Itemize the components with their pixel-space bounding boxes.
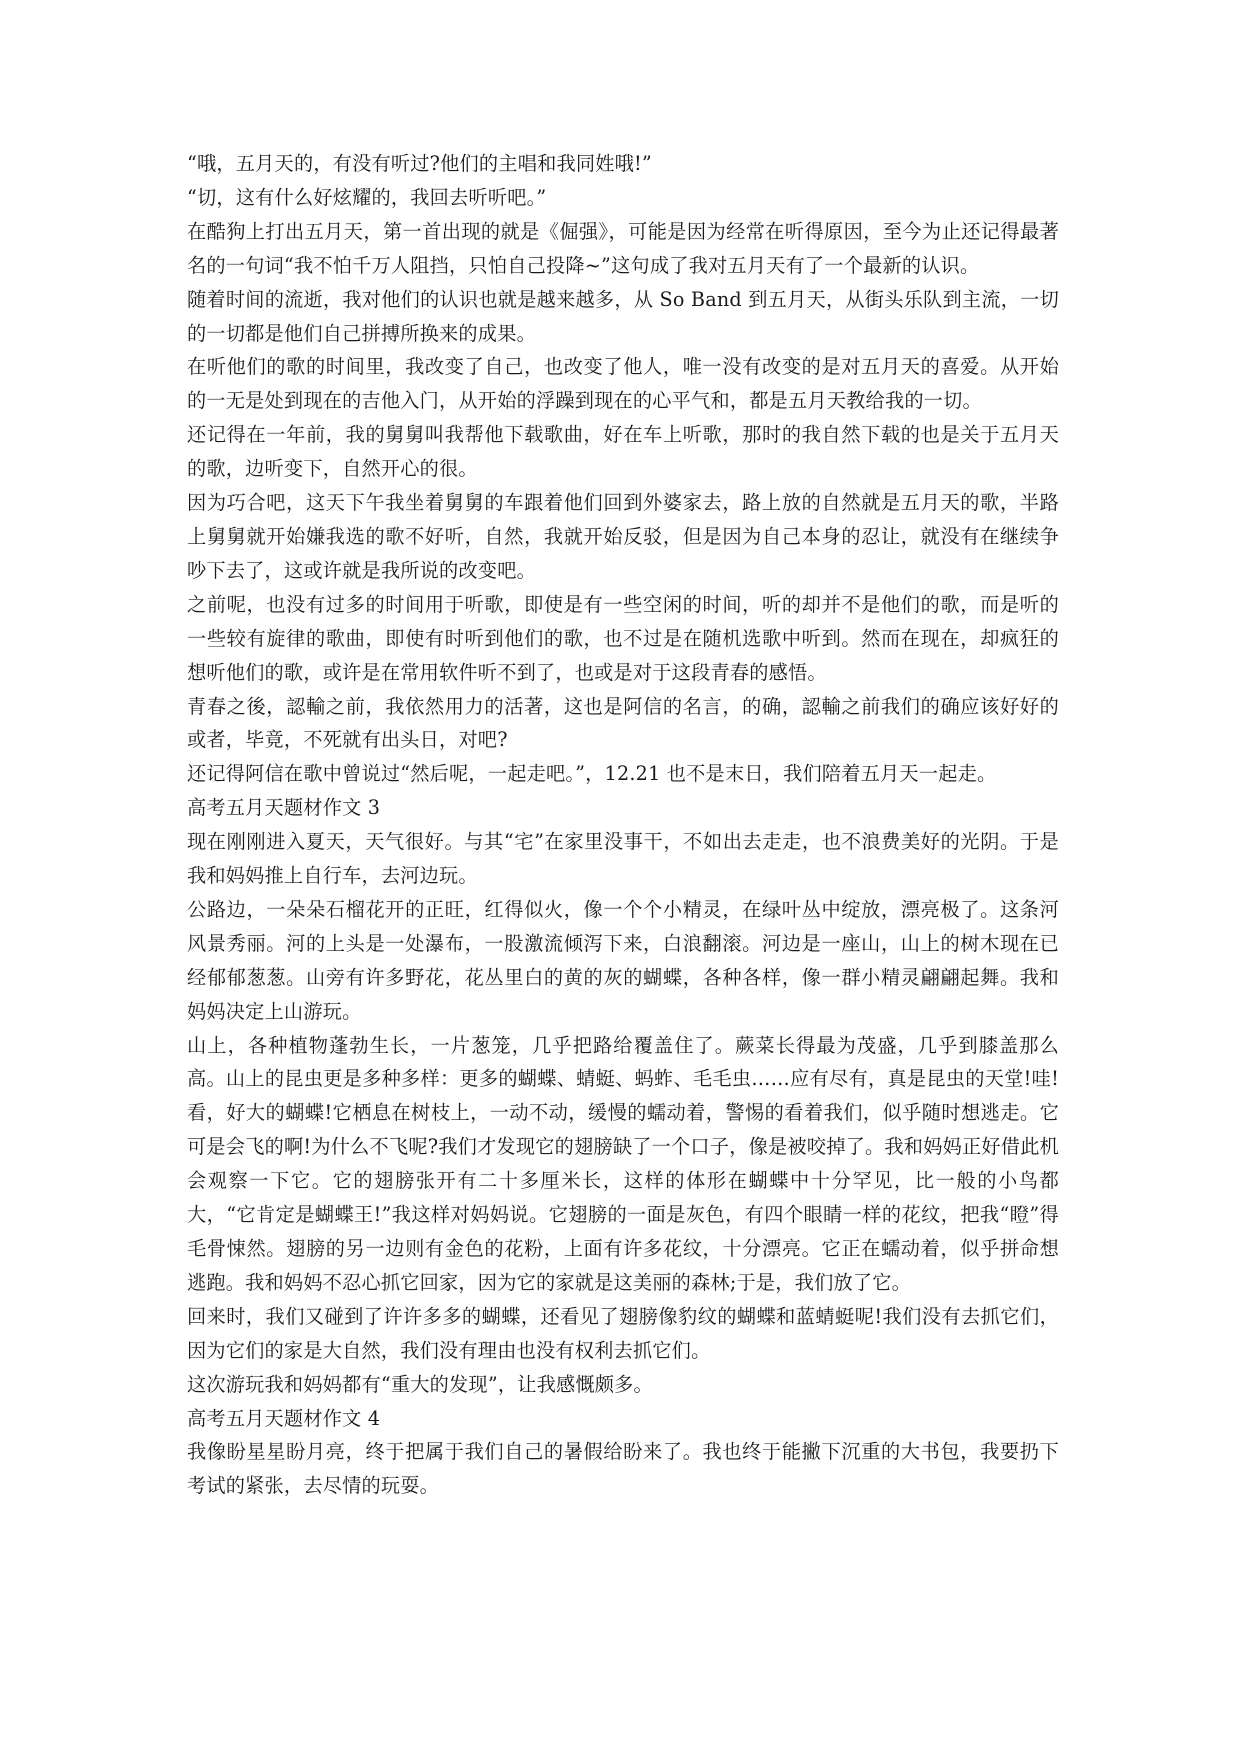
- paragraph: 山上，各种植物蓬勃生长，一片葱笼，几乎把路给覆盖住了。蕨菜长得最为茂盛，几乎到膝盖那么高。山上的昆虫更是多种多样：更多的蝴蝶、蜻蜓、蚂蚱、毛毛虫……应有尽有，真是昆虫的天堂!哇!看，好大的蝴蝶!它栖息在树枝上，一动不动，缓慢的蠕动着，警惕的看着我们，似乎随时想逃走。它可是会飞的啊!为什么不飞呢?我们才发现它的翅膀缺了一个口子，像是被咬掉了。我和妈妈正好借此机会观察一下它。它的翅膀张开有二十多厘米长，这样的体形在蝴蝶中十分罕见，比一般的小鸟都大，“它肯定是蝴蝶王!”我这样对妈妈说。它翅膀的一面是灰色，有四个眼睛一样的花纹，把我“瞪”得毛骨悚然。翅膀的另一边则有金色的花粉，上面有许多花纹，十分漂亮。它正在蠕动着，似乎拼命想逃跑。我和妈妈不忍心抓它回家，因为它的家就是这美丽的森林;于是，我们放了它。: [187, 1033, 1059, 1294]
- paragraph: 还记得阿信在歌中曾说过“然后呢，一起走吧。”，12.21 也不是末日，我们陪着五月天一起走。: [187, 762, 997, 786]
- paragraph: 随着时间的流逝，我对他们的认识也就是越来越多，从 So Band 到五月天，从街头乐队到主流，一切的一切都是他们自己拼搏所换来的成果。: [187, 287, 1059, 345]
- paragraph: 我像盼星星盼月亮，终于把属于我们自己的暑假给盼来了。我也终于能撇下沉重的大书包，我要扔下考试的紧张，去尽情的玩耍。: [187, 1440, 1059, 1498]
- paragraph: 这次游玩我和妈妈都有“重大的发现”，让我感慨颇多。: [187, 1372, 653, 1396]
- paragraph: 在听他们的歌的时间里，我改变了自己，也改变了他人，唯一没有改变的是对五月天的喜爱。从开始的一无是处到现在的吉他入门，从开始的浮躁到现在的心平气和，都是五月天教给我的一切。: [187, 355, 1059, 413]
- paragraph: 青春之後，認輸之前，我依然用力的活著，这也是阿信的名言，的确，認輸之前我们的确应该好好的或者，毕竟，不死就有出头日，对吧?: [187, 694, 1059, 752]
- paragraph: 之前呢，也没有过多的时间用于听歌，即使是有一些空闲的时间，听的却并不是他们的歌，而是听的一些较有旋律的歌曲，即使有时听到他们的歌，也不过是在随机选歌中听到。然而在现在，却疯狂的想听他们的歌，或许是在常用软件听不到了，也或是对于这段青春的感悟。: [187, 592, 1059, 684]
- paragraph: 公路边，一朵朵石榴花开的正旺，红得似火，像一个个小精灵，在绿叶丛中绽放，漂亮极了。这条河风景秀丽。河的上头是一处瀑布，一股激流倾泻下来，白浪翻滚。河边是一座山，山上的树木现在已经郁郁葱葱。山旁有许多野花，花丛里白的黄的灰的蝴蝶，各种各样，像一群小精灵翩翩起舞。我和妈妈决定上山游玩。: [187, 897, 1059, 1023]
- paragraph: 现在刚刚进入夏天，天气很好。与其“宅”在家里没事干，不如出去走走，也不浪费美好的光阴。于是我和妈妈推上自行车，去河边玩。: [187, 830, 1059, 888]
- paragraph: “切，这有什么好炫耀的，我回去听听吧。”: [187, 185, 547, 209]
- document-body: [187, 147, 1059, 1503]
- paragraph: 因为巧合吧，这天下午我坐着舅舅的车跟着他们回到外婆家去，路上放的自然就是五月天的歌，半路上舅舅就开始嫌我选的歌不好听，自然，我就开始反驳，但是因为自己本身的忍让，就没有在继续争吵下去了，这或许就是我所说的改变吧。: [187, 491, 1059, 582]
- paragraph: 还记得在一年前，我的舅舅叫我帮他下载歌曲，好在车上听歌，那时的我自然下载的也是关于五月天的歌，边听变下，自然开心的很。: [187, 423, 1059, 481]
- paragraph: “哦，五月天的，有没有听过?他们的主唱和我同姓哦!”: [187, 152, 652, 175]
- paragraph: 回来时，我们又碰到了许许多多的蝴蝶，还看见了翅膀像豹纹的蝴蝶和蓝蜻蜓呢!我们没有去抓它们，因为它们的家是大自然，我们没有理由也没有权利去抓它们。: [187, 1304, 1059, 1362]
- section-heading: 高考五月天题材作文 3: [187, 796, 381, 820]
- paragraph: 在酷狗上打出五月天，第一首出现的就是《倔强》，可能是因为经常在听得原因，至今为止还记得最著名的一句词“我不怕千万人阻挡，只怕自己投降~”这句成了我对五月天有了一个最新的认识。: [187, 219, 1059, 277]
- section-heading: 高考五月天题材作文 4: [187, 1406, 381, 1430]
